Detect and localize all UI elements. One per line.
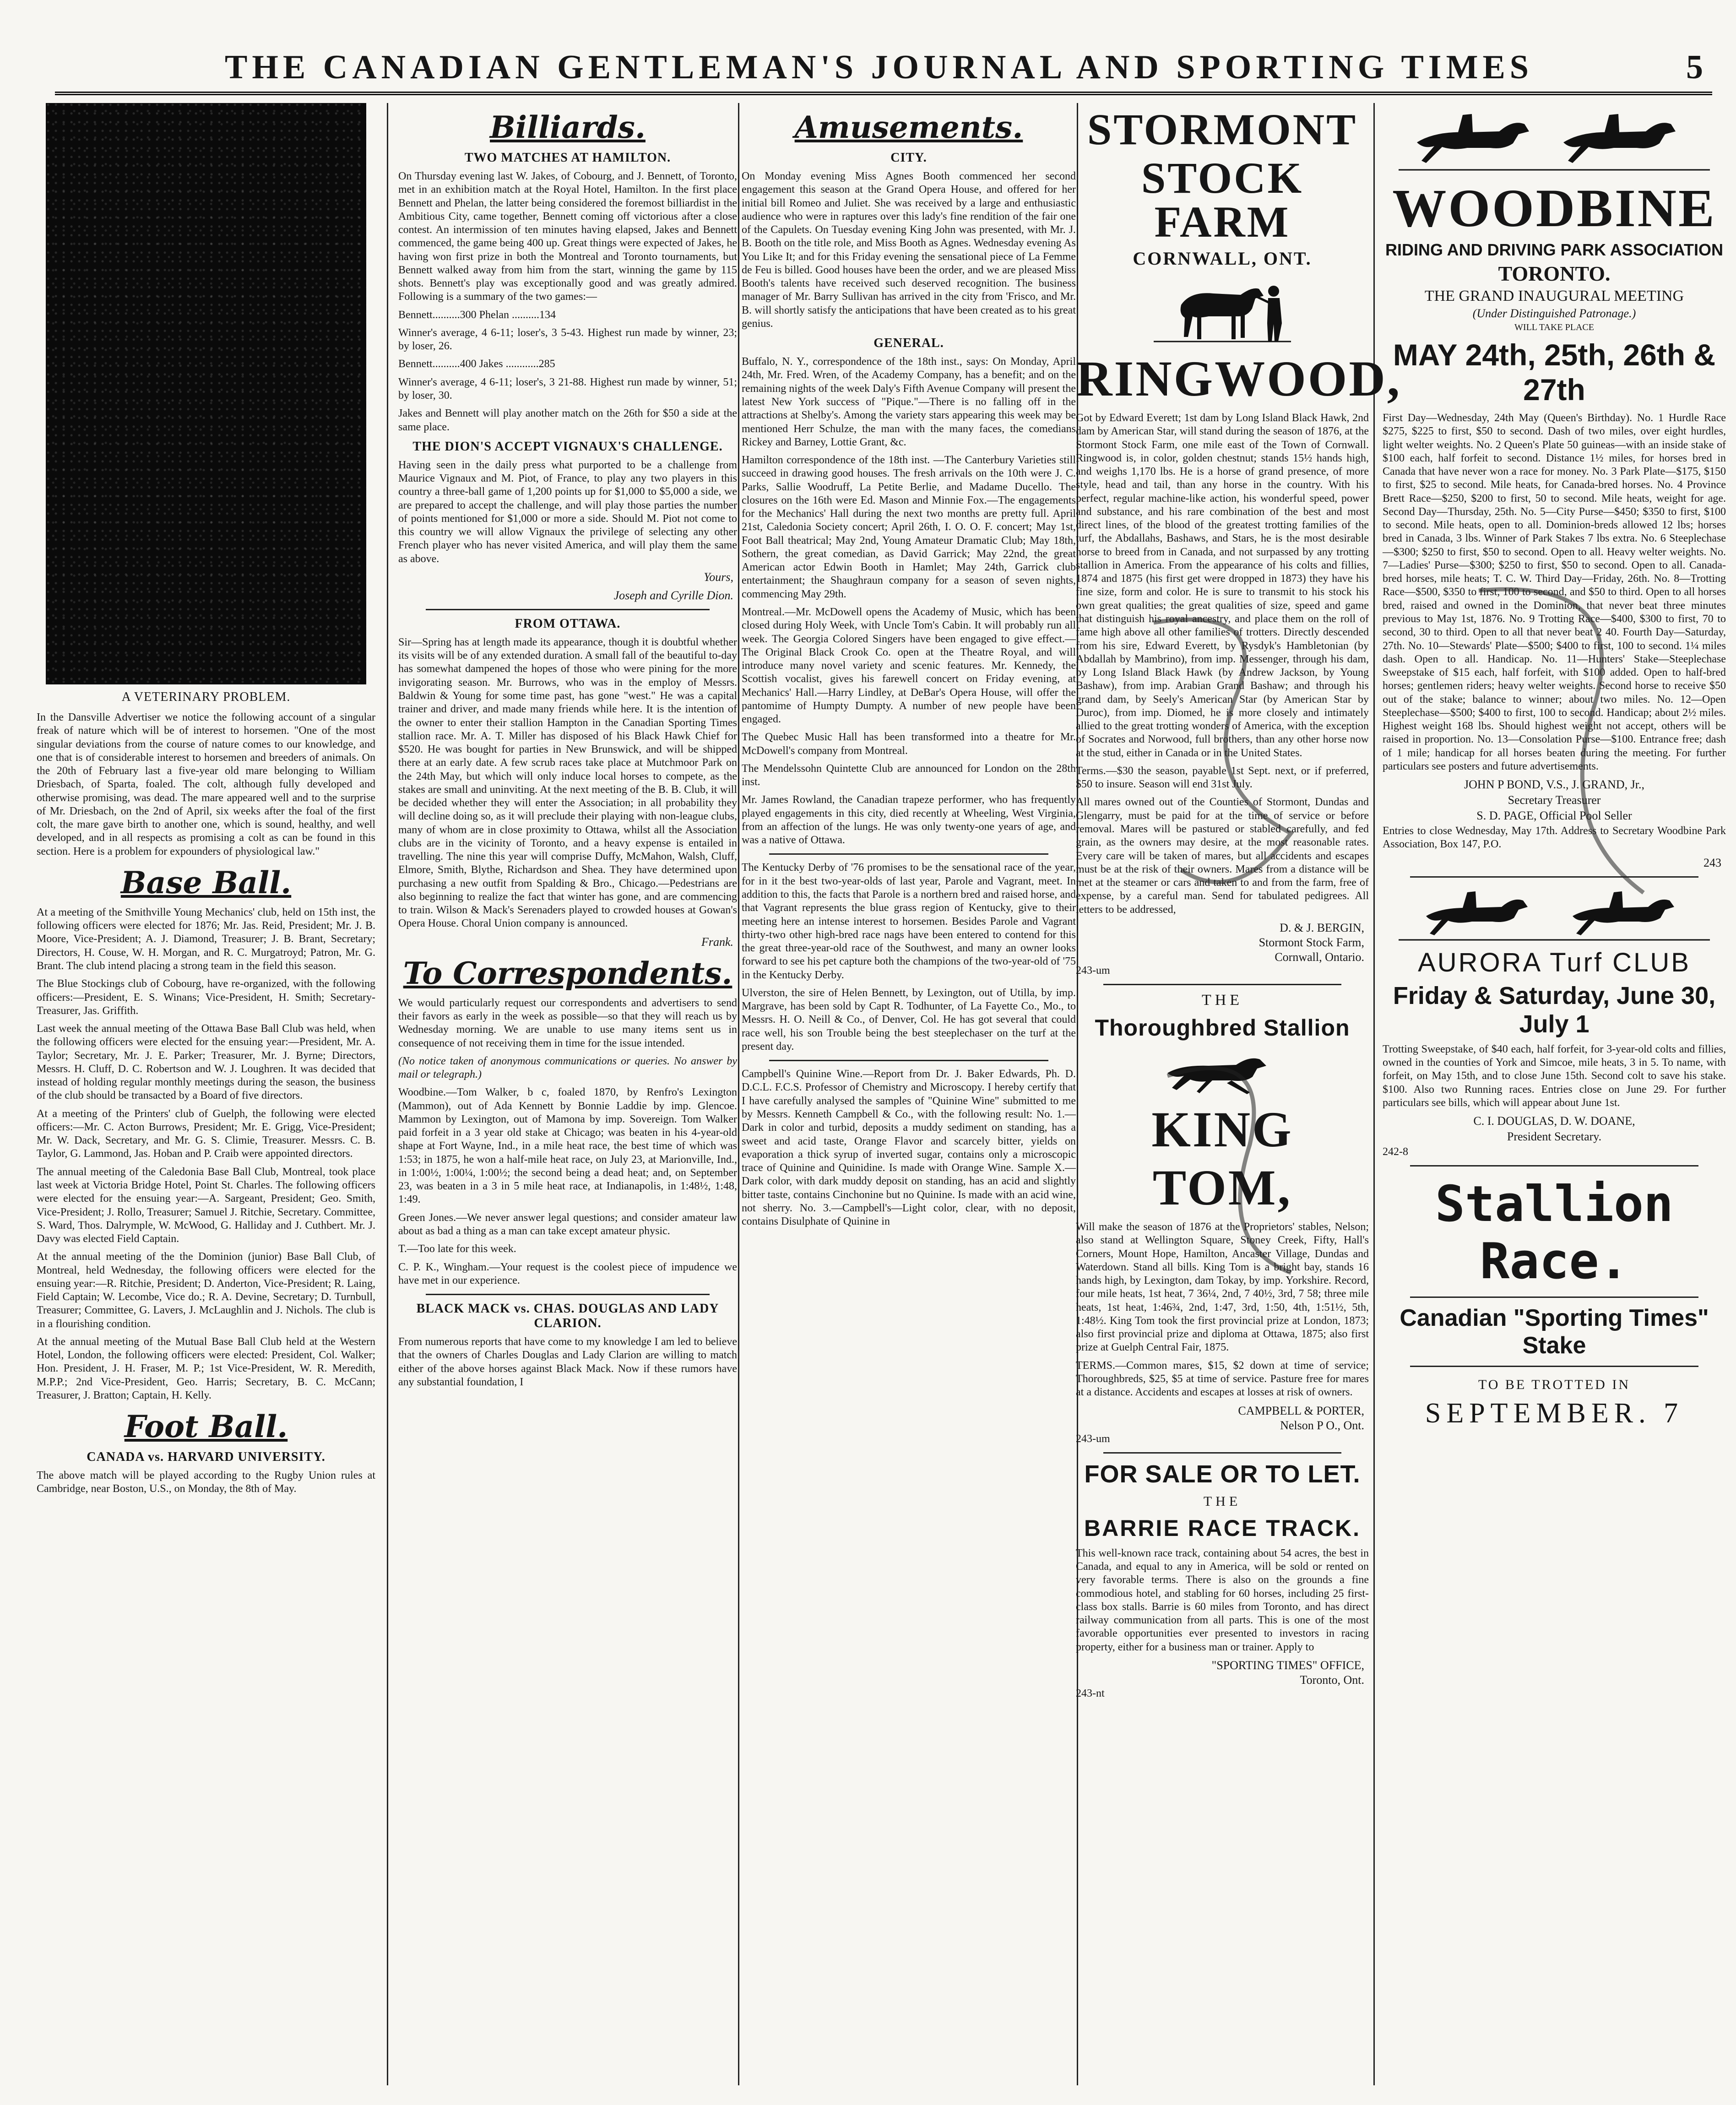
masthead	[55, 43, 1703, 94]
trotting-horses-icon	[1399, 884, 1710, 944]
ringwood-terms: Terms.—$30 the season, payable 1st Sept. next, or if preferred, $50 to insure. Season will end 31st July.	[1076, 765, 1369, 791]
ad-code: 243	[1703, 856, 1721, 869]
aurora-officer-titles: President Secretary.	[1507, 1130, 1602, 1144]
the-label: THE	[1203, 1493, 1242, 1509]
september-label: SEPTEMBER. 7	[1425, 1398, 1684, 1429]
woodbine-patronage: (Under Distinguished Patronage.)	[1472, 307, 1636, 320]
illustration-caption: A VETERINARY PROBLEM.	[121, 690, 291, 704]
ringwood-farm: Stormont Stock Farm,	[1259, 935, 1364, 949]
barrie-address: Toronto, Ont.	[1300, 1673, 1364, 1687]
woodbine-title: WOODBINE	[1392, 178, 1716, 238]
baseball-paragraph: Last week the annual meeting of the Ottawa Base Ball Club was held, when the following officers were elected for the ensuing year:—President, Mr. A. Taylor; Secretary, Mr. J. E. Parker; Treasurer, Mr. J. Byrne; Directors, Messrs. H. Cluff, D. C. Robertson and W. J. Loughren. It was decided that instead of holding regular monthly meetings during the season, the business of the club should be transacted by a Board of five directors.	[37, 1023, 375, 1102]
thoroughbred-stallion-heading: Thoroughbred Stallion	[1095, 1015, 1350, 1041]
ad-code: 243-um	[1076, 964, 1110, 977]
correspondents-heading: To Correspondents.	[403, 955, 732, 991]
the-label: THE	[1201, 992, 1243, 1009]
section-rule	[1410, 1366, 1698, 1367]
section-rule	[1410, 1297, 1698, 1298]
baseball-heading: Base Ball.	[120, 864, 292, 901]
amusements-heading: Amusements.	[794, 109, 1023, 145]
baseball-paragraph: The Blue Stockings club of Cobourg, have re-organized, with the following officers:—President, E. S. Winans; Vice-President, H. Smith; Secretary-Treasurer, Jas. Griffith.	[37, 978, 375, 1017]
ringwood-description: Got by Edward Everett; 1st dam by Long Island Black Hawk, 2nd dam by American Star, will stand during the season of 1876, at the Stormont Stock Farm, one mile east of the Town of Cornwall. Ringwood is, in color, golden chestnut; stands 15½ hands high, and weighs 1,170 lbs. He is a horse of grand presence, of more style, head and tail, than any horse in the country. With his perfect, regular machine-like action, his wonderful speed, power and substance, and his rare combination of the best and most direct lines, of the blood of the greatest trotting families of the turf, the Abdallahs, Bashaws, and Stars, he is the most desirable horse to breed from in Canada, and not surpassed by any trotting stallion in America. From the appearance of his colts and fillies, 1874 and 1875 (his first get were dropped in 1873) they have his fine size, form and color. He is sure to transmit to his stock his own great qualities; the great qualities of size, speed and game that distinguish his royal ancestry, and place them on the roll of fame high above all other families of trotters. Directly descended from his sire, Edward Everett, by Rysdyk's Hambletonian (by Abdallah by Mambrino), from imp. Messenger, through his dam, by Long Island Black Hawk (by Andrew Jackson, by Young Bashaw), from imp. Arabian Grand Bashaw; and through his grand dam, by Seely's American Star (by American Star by Duroc), from imp. Diomed, he is more closely and intimately allied to the great trotting wonders of America, with the exception of Socrates and Norwood, full brothers, than any other horse now at the stud, either in Canada or in the United States.	[1076, 412, 1369, 759]
column-3	[742, 103, 1076, 2085]
section-rule	[769, 1060, 1048, 1061]
general-paragraph: The Mendelssohn Quintette Club are announced for London on the 28th inst.	[742, 762, 1076, 788]
general-paragraph: Buffalo, N. Y., correspondence of the 18th inst., says: On Monday, April 24th, Mr. Fred. Wren, of the Academy Company, has a benefit; and on the remaining nights of the week Daly's Fifth Avenue Company will present the latest New York success of "Pique."—There is no falling off in the attractions at Shelby's. Among the variety stars appearing this week may be mentioned Herr Schulze, the man with the many faces, the comedians Rickey and Barney, Lottie Grant, &c.	[742, 356, 1076, 448]
general-label: GENERAL.	[873, 336, 944, 351]
ulverston-article: Ulverston, the sire of Helen Bennett, by Lexington, out of Utilla, by imp. Margrave, has been sold by Capt R. Todhunter, of La Fayette Co., Mo., to Messrs. H. O. Neill & Co., of Denver, Col. He has got several that could race well, his son Trouble being the best steeplechaser on the turf at the present day.	[742, 987, 1076, 1052]
aurora-dates: Friday & Saturday, June 30, July 1	[1393, 982, 1716, 1038]
general-paragraph: Mr. James Rowland, the Canadian trapeze performer, who has frequently played engagements in this city, died recently at Wheeling, West Virginia, from an affection of the lungs. He was only twenty-one years of age, and was a native of Ottawa.	[742, 794, 1076, 846]
general-paragraph: Montreal.—Mr. McDowell opens the Academy of Music, which has been closed during Holy Week, with Uncle Tom's Cabin. It will probably run all week. The Georgia Colored Singers have been engaged to give effect.—The Original Black Crook Co. open at the Theatre Royal, and will introduce many novel variety and scenic features. Mr. Kennedy, the Scottish vocalist, gives his farewell concert on Friday evening, at Mechanics' Hall.—Harry Lindley, at DeBar's Opera House, will offer the pantomime of Humpty Dumpty. A number of new people have been engaged.	[742, 606, 1076, 726]
woodbine-will-take-place: WILL TAKE PLACE	[1514, 322, 1594, 332]
billiards-heading: Billiards.	[490, 109, 646, 145]
king-tom-terms: TERMS.—Common mares, $15, $2 down at time of service; Thoroughbreds, $25, $5 at time of service. Pasture free for mares at a distance. Accidents and escapes at losses at risk of owners.	[1076, 1359, 1369, 1399]
general-paragraph: Hamilton correspondence of the 18th inst. —The Canterbury Varieties still succeed in drawing good houses. The fresh arrivals on the 10th were J. C. Parks, Sallie Woodruff, La Petite Berlie, and Madame Ducello. The closures on the 16th were Ed. Mason and Minnie Fox.—The engagements for the Mechanics' Hall during the next two months are pretty full. April 21st, Caledonia Society concert; April 26th, I. O. O. F. concert; May 1st, Foot Ball theatrical; May 2nd, Young Amateur Dramatic Club; May 18th, Sothern, the great comedian, as David Garrick; May 22nd, the great American actor Edwin Booth in Hamlet; May 24th, Garrick club entertainment; the Shaughraun company for a season of seven nights, commencing May 29th.	[742, 454, 1076, 600]
black-mack-heading: BLACK MACK vs. CHAS. DOUGLAS AND LADY CLARION.	[416, 1302, 719, 1331]
ringwood-town: Cornwall, Ontario.	[1275, 950, 1364, 964]
billiards-subheading: TWO MATCHES AT HAMILTON.	[464, 151, 671, 165]
football-heading: Foot Ball.	[124, 1409, 288, 1445]
sporting-times-stake: Canadian "Sporting Times" Stake	[1400, 1305, 1709, 1359]
masthead-rule	[55, 92, 1712, 95]
racing-horses-icon	[1399, 106, 1710, 174]
city-article: On Monday evening Miss Agnes Booth commenced her second engagement this season at the Grand Opera House, and offered for her initial bill Romeo and Juliet. She was received by a large and enthusiastic audience who were in raptures over this lady's fine rendition of the fair one of the Capulets. On Tuesday evening King John was presented, with Mr. J. B. Booth on the title role, and Miss Booth as Agnes. Wednesday evening As You Like It; and for this Friday evening the sensational piece of La Femme de Feu is billed. Good houses have been the order, and we are pleased Miss Booth's talents have received such deserved recognition. The business manager of Mr. Barry Sullivan has arrived in the city from 'Frisco, and Mr. B. will shortly satisfy the anticipations that have been created as to his great genius.	[742, 170, 1076, 330]
baseball-paragraph: At the annual meeting of the Mutual Base Ball Club held at the Western Hotel, London, the following officers were elected: President, Col. Walker; Hon. President, J. H. Fraser, M. P.; 1st Vice-President, W. R. Meredith, M.P.P.; 2nd Vice-President, Geo. Harris; Secretary, B. C. McCann; Treasurer, J. Bratton; Captain, H. Kelly.	[37, 1335, 375, 1401]
billiards-score: Bennett..........400 Jakes ............285	[398, 358, 555, 370]
billiards-score-notes: Winner's average, 4 6-11; loser's, 3 5-43. Highest run made by winner, 23; by loser, 26.	[398, 326, 737, 353]
correspondent-answer: T.—Too late for this week.	[398, 1243, 516, 1255]
correspondents-intro: We would particularly request our correspondents and advertisers to send their favors as early in the week as possible—so that they will reach us by Wednesday morning. We are unable to use many items sent us in consequence of not receiving them in time for the issue intended.	[398, 997, 737, 1049]
column-2	[398, 103, 737, 2085]
ad-code: 243-um	[1076, 1432, 1110, 1445]
barrie-description: This well-known race track, containing about 54 acres, the best in Canada, and equal to any in America, will be sold or rented on very favorable terms. There is also on the grounds a fine commodious hotel, and stabling for 60 horses, including 25 first-class box stalls. Barrie is 60 miles from Toronto, and has direct railway communication from all parts. This is one of the most favorable opportunities ever presented to investors in racing property, either for a business man or trainer. Apply to	[1076, 1547, 1369, 1653]
section-rule	[1103, 1452, 1341, 1454]
woodbine-dates: MAY 24th, 25th, 26th & 27th	[1393, 338, 1716, 407]
trotted-in-label: TO BE TROTTED IN	[1478, 1377, 1631, 1393]
baseball-paragraph: The annual meeting of the Caledonia Base Ball Club, Montreal, took place last week at Victoria Bridge Hotel, Point St. Charles. The following officers were elected for the ensuing year:—A. Sargeant, President; Geo. Smith, Vice-President; J. Rollo, Treasurer; Samuel J. Ritchie, Secretary. Committee, S. Ward, Thos. Dalrymple, W. McWood, G. Halliday and J. Cuthbert. Mr. J. Davy was elected Field Captain.	[37, 1166, 375, 1245]
baseball-paragraph: At a meeting of the Smithville Young Mechanics' club, held on 15th inst, the following officers were elected for 1876; Mr. Jas. Reid, President; Mr. J. B. Moore, Vice-President; A. J. Diamond, Treasurer; J. B. Brant, Secretary; Directors, H. Couse, W. H. Morgan, and R. C. Murgatroyd; Patron, Mr. G. Brant. The club intend placing a strong team in the field this season.	[37, 906, 375, 972]
billiards-closing: Jakes and Bennett will play another match on the 26th for $50 a side at the same place.	[398, 407, 737, 433]
stormont-location: CORNWALL, ONT.	[1133, 248, 1312, 269]
general-paragraph: The Quebec Music Hall has been transformed into a theatre for Mr. McDowell's company from Montreal.	[742, 731, 1076, 757]
aurora-description: Trotting Sweepstake, of $40 each, half forfeit, for 3-year-old colts and fillies, owned in the counties of York and Simcoe, mile heats, 3 in 5. To name, with forfeit, on May 15th, and to close June 15th. Second colt to save his stake. $100. Also two Running races. Entries close on June 29. For further particulars see bills, which will appear about June 1st.	[1383, 1043, 1726, 1109]
section-rule	[426, 609, 710, 610]
king-tom-address: Nelson P O., Ont.	[1280, 1418, 1364, 1432]
woodbine-officer-titles: Secretary Treasurer	[1508, 793, 1601, 807]
ringwood-conditions: All mares owned out of the Counties of Stormont, Dundas and Glengarry, must be paid for at the time of service or before removal. Mares will be pastured or stabled carefully, and fed grain, as the owners may desire, at the most reasonable rates. Every care will be taken of mares, but all accidents and escapes must be at the risk of their owners. Mares from a distance will be met at the steamer or cars and taken to and from the farm, free of expense, by a careful man. Send for tabulated pedigrees. All letters to be addressed,	[1076, 796, 1369, 916]
section-rule	[769, 853, 1048, 855]
dion-heading: THE DION'S ACCEPT VIGNAUX'S CHALLENGE.	[412, 439, 723, 454]
king-tom-signature: CAMPBELL & PORTER,	[1238, 1404, 1364, 1417]
correspondent-answer: Green Jones.—We never answer legal questions; and consider amateur law about as bad a thing as a man can take except amateur physic.	[398, 1211, 737, 1237]
billiards-article: On Thursday evening last W. Jakes, of Cobourg, and J. Bennett, of Toronto, met in an exhibition match at the Royal Hotel, Hamilton. In the first place Bennett and Phelan, the latter being considered the foremost billiardist in the Ambitious City, came together, Bennett coming off victorious after a close contest. An intermission of ten minutes having elapsed, Jakes and Bennett commenced, the game being 400 up. Great things were expected of Jakes, he having won first prize in both the Montreal and Toronto tournaments, but Bennett walked away from him from the start, winning the game by 115 shots. Bennett's play was exceptionally good and was greatly admired. Following is a summary of the two games:—	[398, 170, 737, 303]
correspondents-note: (No notice taken of anonymous communications or queries. No answer by mail or telegraph.)	[398, 1055, 737, 1081]
column-1	[37, 103, 375, 2085]
section-rule	[1103, 984, 1341, 985]
section-rule	[1410, 876, 1698, 878]
for-sale-heading: FOR SALE OR TO LET.	[1084, 1460, 1361, 1488]
woodbine-officers: JOHN P BOND, V.S., J. GRAND, Jr.,	[1464, 778, 1644, 792]
column-5	[1383, 103, 1726, 2085]
column-rule	[738, 103, 739, 2085]
woodbine-city: TORONTO.	[1498, 262, 1611, 285]
ringwood-title: RINGWOOD,	[1076, 351, 1402, 407]
correspondent-answer: C. P. K., Wingham.—Your request is the coolest piece of impudence we have met in our experience.	[398, 1261, 737, 1286]
section-rule	[1410, 1165, 1698, 1166]
billiards-score: Bennett..........300 Phelan ..........134	[398, 309, 556, 321]
baseball-paragraph: At the annual meeting of the the Dominion (junior) Base Ball Club, of Montreal, held Wednesday, the following officers were elected for the ensuing year:—R. Ritchie, President; D. Anderton, Vice-President; R. Laing, Field Captain; W. Lecombe, Vice do.; R. A. Devine, Secretary; D. Turnbull, Treasurer; Committee, G. Lavers, J. McLaughlin and J. Nichols. The club is in a flourishing condition.	[37, 1251, 375, 1330]
dion-article: Having seen in the daily press what purported to be a challenge from Maurice Vignaux and M. Piot, of France, to play any two players in this country a three-ball game of 1,200 points up for $1,000 to $5,000 a side, we are prepared to accept the challenge, and will play those parties the number of points mentioned for $1,000 or more a side. Should M. Piot not come to this country we will allow Vignaux the privilege of selecting any other French player who has never visited America, and will play them the same as above.	[398, 459, 737, 565]
woodbine-program: First Day—Wednesday, 24th May (Queen's Birthday). No. 1 Hurdle Race $275, $225 to first, $50 to second. Dash of two miles, over eight hurdles, light welter weights. No. 2 Queen's Plate 50 guineas—with an inside stake of $100 each, half forfeit to second. Distance 1½ miles, for horses bred in Canada that have never won a race for money. No. 3 Park Plate—$175, $150 to first, $25 to second. Mile heats, for Canada-bred horses. No. 4 Province Brett Race—$250, $200 to first, 50 to second. Mile heats, weight for age. Second Day—Thursday, 25th. No. 5—City Purse—$450; $350 to first, $100 to second. Mile heats, open to all. Dominion-breds allowed 12 lbs; horses bred in Canada, 3 lbs. Winner of Park Stakes 7 lbs extra. No. 6 Steeplechase—$300; $250 to first, $50 to second. Open to all. Heavy welter weights. No. 7—Ladies' Purse—$300; $250 to first, $50 to second. Open to all. Canada-bred horses, mile heats; T. C. W. Third Day—Friday, 26th. No. 8—Trotting Race—$500, $350 to first, 100 to second, and $50 to third. Open to all horses bred, raised and owned in the Dominion, that never beat three minutes previous to May 1st, 1876. No. 9 Trotting Race—$400, $300 to first, 70 to second, 30 to third. Open to all that never beat 2 40. Fourth Day—Saturday, 27th. No. 10—Stewards' Plate—$500; $400 to first, 100 to second. 1¼ miles dash. Open to all. Handicap. No. 11—Hunters' Stake—Steeplechase Sweepstake of $15 each, half forfeit, with $100 added. Open to half-bred horses; gentlemen riders; heavy welter weights. Second horse to receive $50 out of the stake; balance to winner; about two miles. No. 12—Open Steeplechase—$500; $400 to first, 100 to second. Handicap; about 2½ miles. Highest weight 168 lbs. Should highest weight not accept, others will be raised in proportion. No. 13—Consolation Purse—$100. Entrance free; dash of 1 mile; handicap for all horses beaten during the meeting. For further particulars see posters and future advertisements.	[1383, 412, 1726, 772]
aurora-title: AURORA Turf CLUB	[1418, 947, 1691, 977]
horse-and-groom-icon	[1154, 273, 1291, 346]
city-label: CITY.	[890, 151, 927, 165]
ottawa-heading: FROM OTTAWA.	[515, 616, 621, 631]
page-number: 5	[1686, 49, 1703, 86]
kentucky-derby-article: The Kentucky Derby of '76 promises to be the sensational race of the year, for in it the best two-year-olds of last year, Parole and Vagrant, meet. In addition to this, the facts that Parole is a northern bred and raised horse, and that Vagrant represents the blue grass region of Kentucky, give to their meeting here an intense interest to horsemen. Besides Parole and Vagrant thirty-two other high-bred race nags have been entered to contend for this the great three-year-old race of the Southwest, and many an owner looks forward to see his pet capture both the champions of the two-year-old of '75 in the Kentucky Derby.	[742, 862, 1076, 981]
ad-code: 243-nt	[1076, 1687, 1105, 1699]
stallion-race-heading: Stallion Race.	[1435, 1176, 1674, 1291]
section-rule	[426, 1294, 710, 1295]
king-tom-title: KING TOM,	[1151, 1101, 1293, 1216]
masthead-title: THE CANADIAN GENTLEMAN'S JOURNAL AND SPORTING TIMES	[225, 49, 1533, 86]
woodbine-association: RIDING AND DRIVING PARK ASSOCIATION	[1385, 240, 1724, 259]
veterinary-article: In the Dansville Advertiser we notice the following account of a singular freak of nature which will be of interest to horsemen. "One of the most singular deviations from the course of nature comes to our knowledge, and one that is of considerable interest to horsemen and breeders of animals. On the 20th of February last a five-year old mare belonging to William Driesbach, of Sparta, foaled. The colt, although fully developed and otherwise promising, was dead. The mare appeared well and to the surprise of Mr. Driesbach, on the 2nd of April, six weeks after the foal of the first colt, the mare gave birth to another one, which is sound, healthy, and well developed, and in all respects as promising a colt as can be found in this section. Here is a problem for expounders of physiological law."	[37, 711, 375, 857]
woodbine-pool-seller: S. D. PAGE, Official Pool Seller	[1476, 809, 1632, 823]
ottawa-signature: Frank.	[701, 935, 733, 949]
football-article: The above match will be played according to the Rugby Union rules at Cambridge, near Boston, U.S., on Monday, the 8th of May.	[37, 1470, 375, 1495]
stormont-title: STORMONT	[1087, 105, 1358, 154]
correspondent-answer: Woodbine.—Tom Walker, b c, foaled 1870, by Renfro's Lexington (Mammon), out of Ada Kennett by Bonnie Laddie by imp. Glencoe. Mammon by Lexington, out of Mamona by imp. Sovereign. Tom Walker paid forfeit in a 3 year old stake at Chicago; was beaten in his 4-year-old shape at Fort Wayne, Ind., in a mile heat race, the best time of which was 1:53; in 1875, he won a half-mile heat race, on July 23, at Marionville, Ind., in 1:00½, 1:00¼, 1:00½; the second being a dead heat; and, on September 23, was beaten in a 3 in 5 mile heat race, at Indianapolis, in 1:48½, 1:48, 1:49.	[398, 1086, 737, 1206]
king-tom-description: Will make the season of 1876 at the Proprietors' stables, Nelson; also stand at Wellington Square, Stoney Creek, Fifty, Hall's Corners, Mount Hope, Hamilton, Ancaster Village, Dundas and Waterdown. Stand all bills. King Tom is a bright bay, stands 16 hands high, by Lexington, dam Tokay, by imp. Yorkshire. Record, four mile heats, 1st heat, 7 36¼, 2nd, 7 40½, 3rd, 7 58; three mile heats, 1st heat, 1:46¾, 2nd, 1:47, 3rd, 1:50, 4th, 1:51½, 5th, 1:48½. King Tom took the first provincial prize at London, 1873; also first provincial prize and diploma at Ottawa, 1875; also first prize at Guelph Central Fair, 1875.	[1076, 1221, 1369, 1354]
quinine-wine-ad: Campbell's Quinine Wine.—Report from Dr. J. Baker Edwards, Ph. D. D.C.L. F.C.S. Professor of Chemistry and Microscopy. I hereby certify that I have carefully analysed the samples of "Quinine Wine" submitted to me by Messrs. Kenneth Campbell & Co., with the following result: No. 1.—Dark in color and turbid, deposits a muddy sediment on standing, has a sweet and acid taste, Orange Flavor and scarcely bitter, yields on evaporation a thick syrup of inverted sugar, contains only a microscopic trace of Quinine and Quinidine. Is made with Orange Wine. Sample X.—Dark color, with dark muddy deposit on standing, has an acid and slightly bitter taste, contains Cinchonine but no Quinine. Is made with an acid wine, not sherry. No. 3.—Campbell's—Light color, clear, with no deposit, contains Disulphate of Quinine in	[742, 1068, 1076, 1228]
ad-code: 242-8	[1383, 1146, 1408, 1158]
barrie-track-heading: BARRIE RACE TRACK.	[1084, 1515, 1361, 1541]
billiards-score-notes: Winner's average, 4 6-11; loser's, 3 21-88. Highest run made by winner, 51; by loser, 30.	[398, 376, 737, 401]
football-subheading: CANADA vs. HARVARD UNIVERSITY.	[87, 1450, 326, 1465]
ringwood-signature: D. & J. BERGIN,	[1280, 921, 1364, 934]
baseball-paragraph: At a meeting of the Printers' club of Guelph, the following were elected officers:—Mr. C. Acton Burrows, President; Mr. E. Grigg, Vice-President; Mr. W. Dack, Secretary, and Mr. G. S. Climie, Treasurer. Messrs. C. B. Taylor, G. Lammond, Jas. Hoban and P. Craib were appointed directors.	[37, 1107, 375, 1160]
dion-signature: Joseph and Cyrille Dion.	[613, 588, 733, 602]
column-rule	[387, 103, 388, 2085]
dion-signoff: Yours,	[704, 570, 733, 584]
veterinary-illustration	[46, 103, 366, 684]
aurora-officers: C. I. DOUGLAS, D. W. DOANE,	[1473, 1114, 1635, 1128]
woodbine-meeting: THE GRAND INAUGURAL MEETING	[1424, 288, 1684, 304]
stormont-title: STOCK FARM	[1141, 153, 1304, 246]
barrie-signature: "SPORTING TIMES" OFFICE,	[1211, 1658, 1364, 1672]
ottawa-article: Sir—Spring has at length made its appearance, though it is doubtful whether its visits will be of any extended duration. A small fall of the beautiful to-day has somewhat dampened the hopes of those who were pining for the more invigorating season. Mr. Burrows, who was in the employ of Messrs. Baldwin & Young for some time past, has gone "west." He was a capital trainer and driver, and made many friends while here. It is the intention of the owner to enter their stallion Hampton in the Canadian Sporting Times stallion race. Mr. A. T. Miller has disposed of his Black Hawk Chief for $520. He was bought for parties in New Brunswick, and will be shipped there at an early date. A few scrub races take place at Mutchmoor Park on the 24th May, but which will only induce local horses to compete, as the stakes are small and uninviting. At the next meeting of the B. B. Club, it will be decided whether they will enter the Association; in all probability they will decline doing so, as it will preclude their playing with non-league clubs, many of whom are in close proximity to Ottawa, whilst all the Association clubs are in the vicinity of Toronto, and a heavy expense is entailed in travelling. The nine this year will comprise Duffy, McMahon, Walsh, Cluff, Elmore, Smith, Blythe, Richardson and Shea. They have determined upon purchasing a new outfit from Spalding & Bro., Chicago.—Pedestrians are also beginning to realize the fact that winter has gone, and are commencing to train. Wilson & Mack's Serenaders played to crowded houses at Gowan's Opera House. Choral Union company is announced.	[398, 636, 737, 930]
black-mack-article: From numerous reports that have come to my knowledge I am led to believe that the owners of Charles Douglas and Lady Clarion are willing to match either of the above horses against Black Mack. Now if these rumors have any substantial foundation, I	[398, 1336, 737, 1388]
woodbine-entries: Entries to close Wednesday, May 17th. Address to Secretary Woodbine Park Association, Box 147, P.O.	[1383, 825, 1726, 851]
running-horse-icon	[1158, 1047, 1286, 1097]
